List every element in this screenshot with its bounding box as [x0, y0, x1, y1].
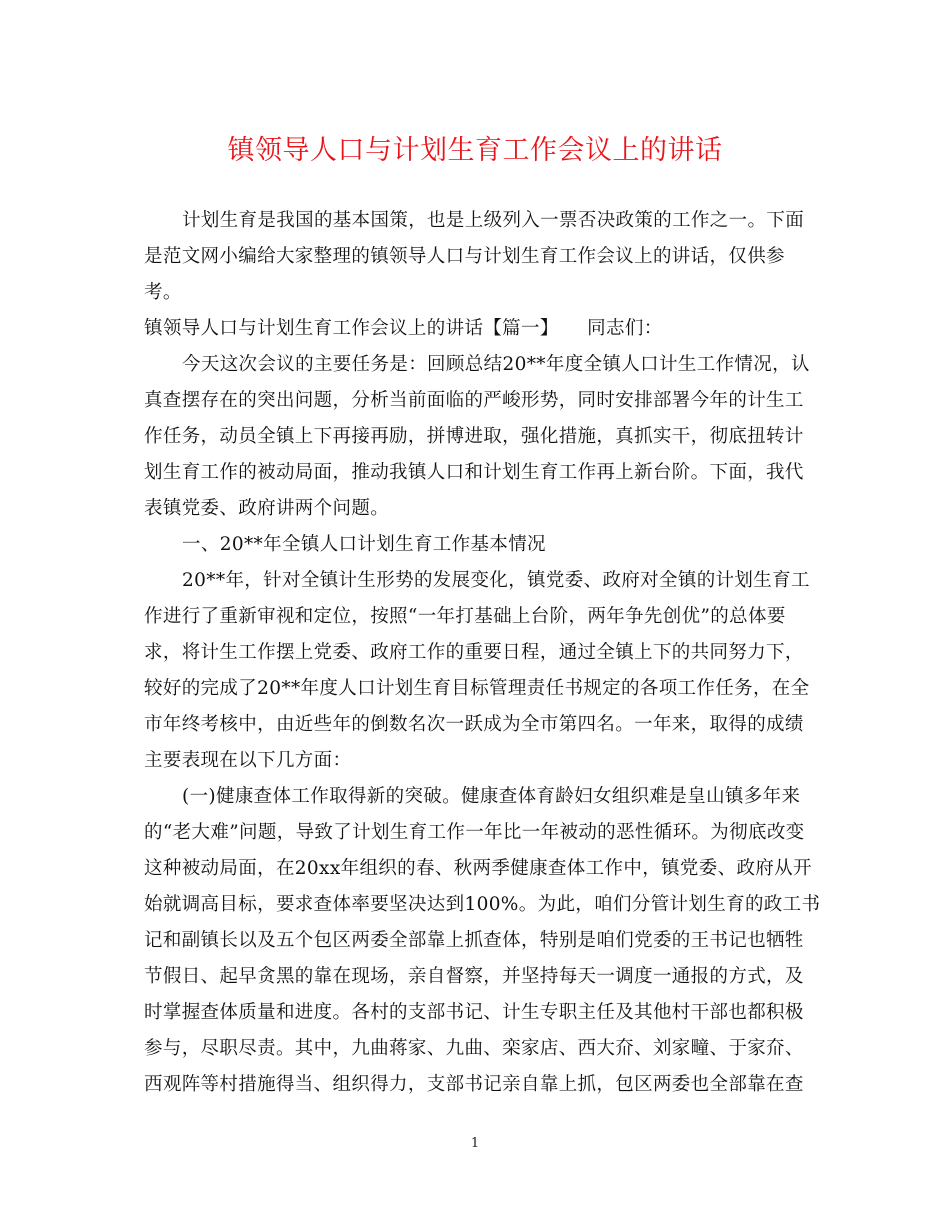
- paragraph-line: 节假日、起早贪黑的靠在现场，亲自督察，并坚持每天一调度一通报的方式，及: [144, 966, 804, 987]
- paragraph-line: 表镇党委、政府讲两个问题。: [144, 498, 390, 519]
- paragraph-line: 市年终考核中，由近些年的倒数名次一跃成为全市第四名。一年来，取得的成绩: [144, 714, 804, 735]
- paragraph-line: 考。: [144, 282, 182, 303]
- paragraph-line: 时掌握查体质量和进度。各村的支部书记、计生专职主任及其他村干部也都积极: [144, 1002, 804, 1023]
- paragraph-line: 较好的完成了20**年度人口计划生育目标管理责任书规定的各项工作任务，在全: [144, 678, 810, 699]
- document-title: 镇领导人口与计划生育工作会议上的讲话: [227, 135, 723, 166]
- paragraph-line: 今天这次会议的主要任务是：回顾总结20**年度全镇人口计生工作情况，认: [182, 354, 810, 375]
- paragraph-line: 的“老大难”问题，导致了计划生育工作一年比一年被动的恶性循环。为彻底改变: [144, 822, 805, 843]
- document-body: [144, 203, 821, 1103]
- paragraph-line: 20**年，针对全镇计生形势的发展变化，镇党委、政府对全镇的计划生育工: [182, 570, 810, 591]
- paragraph-line: 作进行了重新审视和定位，按照“一年打基础上台阶，两年争先创优”的总体要: [144, 606, 786, 627]
- section-heading-line: 一、20**年全镇人口计划生育工作基本情况: [182, 534, 546, 555]
- paragraph-line: 始就调高目标，要求查体率要坚决达到100%。为此，咱们分管计划生育的政工书: [144, 894, 821, 915]
- paragraph-line: 作任务，动员全镇上下再接再励，拼博进取，强化措施，真抓实干，彻底扭转计: [144, 426, 804, 447]
- paragraph-line: 划生育工作的被动局面，推动我镇人口和计划生育工作再上新台阶。下面，我代: [144, 462, 804, 483]
- paragraph-line: 求，将计生工作摆上党委、政府工作的重要日程，通过全镇上下的共同努力下，: [144, 642, 804, 663]
- paragraph-line: 是范文网小编给大家整理的镇领导人口与计划生育工作会议上的讲话，仅供参: [144, 246, 785, 267]
- paragraph-line: 参与，尽职尽责。其中，九曲蒋家、九曲、栾家店、西大夼、刘家疃、于家夼、: [144, 1038, 804, 1059]
- paragraph-line: 西观阵等村措施得当、组织得力，支部书记亲自靠上抓，包区两委也全部靠在查: [144, 1074, 804, 1095]
- paragraph-line: 主要表现在以下几方面：: [144, 750, 352, 771]
- section-heading-line: 镇领导人口与计划生育工作会议上的讲话【篇一】 同志们：: [144, 318, 663, 339]
- paragraph-line: (一)健康查体工作取得新的突破。健康查体育龄妇女组织难是皇山镇多年来: [182, 786, 801, 807]
- paragraph-line: 记和副镇长以及五个包区两委全部靠上抓查体，特别是咱们党委的王书记也牺牲: [144, 930, 804, 951]
- paragraph-line: 这种被动局面，在20xx年组织的春、秋两季健康查体工作中，镇党委、政府从开: [144, 858, 812, 879]
- page-number: 1: [470, 1136, 480, 1151]
- paragraph-line: 真查摆存在的突出问题，分析当前面临的严峻形势，同时安排部署今年的计生工: [144, 390, 804, 411]
- paragraph-line: 计划生育是我国的基本国策，也是上级列入一票否决政策的工作之一。下面: [182, 210, 805, 231]
